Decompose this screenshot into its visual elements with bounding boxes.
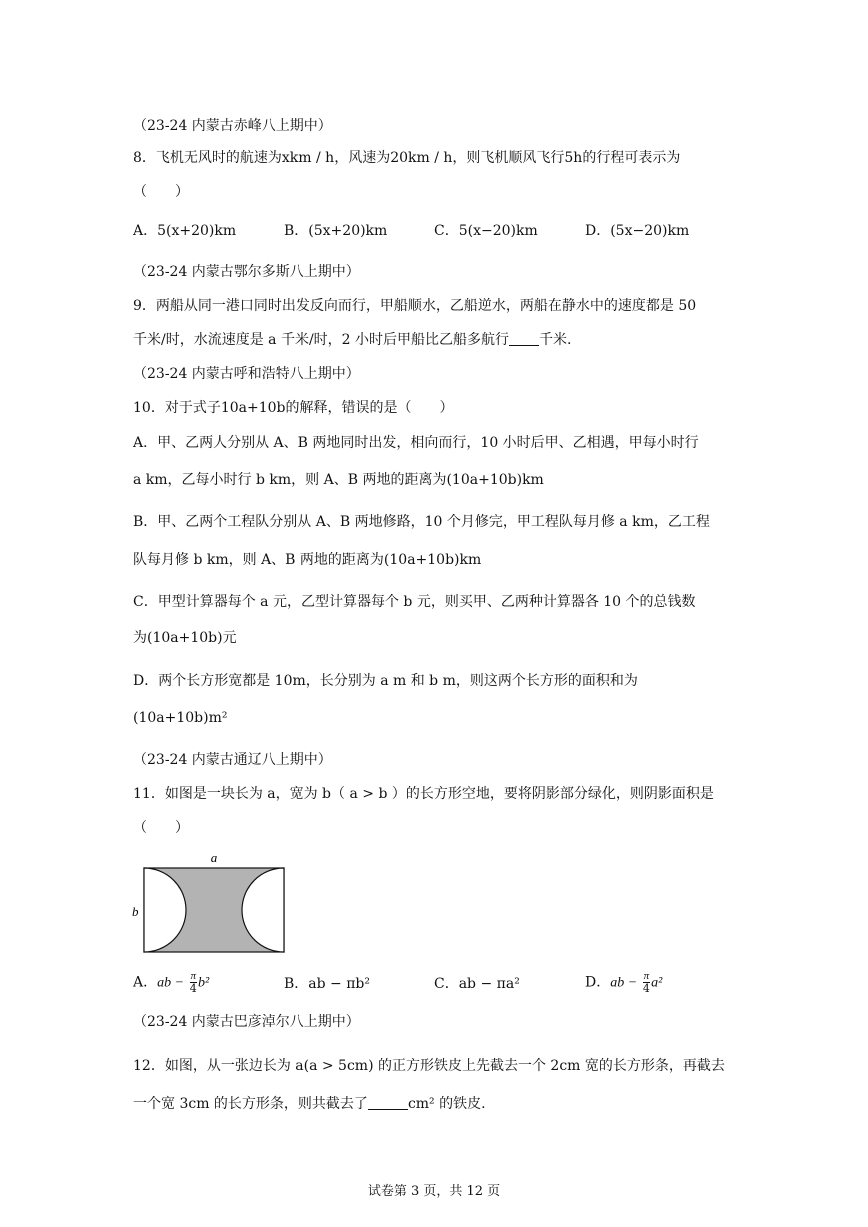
- q11-option-d-post: a²: [651, 975, 663, 991]
- q8-option-a[interactable]: A．5(x+20)km: [133, 223, 237, 239]
- q11-option-d[interactable]: [585, 970, 662, 995]
- q11-option-a-fraction: $\frac{\pi}{4}$: [189, 970, 197, 995]
- q10-option-a-line1[interactable]: A．甲、乙两人分别从 A、B 两地同时出发，相向而行，10 小时后甲、乙相遇，甲每小时行: [133, 435, 699, 451]
- q10-option-b-line1[interactable]: B．甲、乙两个工程队分别从 A、B 两地修路，10 个月修完，甲工程队每月修 a km，乙工程: [133, 514, 710, 530]
- q12-source: （23-24 内蒙古巴彦淖尔八上期中）: [133, 1014, 360, 1030]
- q11-option-c[interactable]: C．ab − πa²: [434, 976, 520, 992]
- q12-line1: 12．如图，从一张边长为 a(a > 5cm) 的正方形铁皮上先截去一个 2cm 宽的长方形条，再截去: [133, 1058, 725, 1074]
- q11-source: （23-24 内蒙古通辽八上期中）: [133, 752, 332, 768]
- q8-option-c[interactable]: C．5(x−20)km: [434, 223, 538, 239]
- q10-stem: 10．对于式子10a+10b的解释，错误的是（ ）: [133, 400, 454, 416]
- q9-line2-text: 千米/时，水流速度是 a 千米/时，2 小时后甲船比乙船多航行: [133, 332, 510, 348]
- q9-answer-blank[interactable]: [509, 331, 539, 346]
- q11-option-a-post: b²: [198, 975, 210, 991]
- q11-option-a[interactable]: [133, 970, 209, 995]
- q9-line1: 9．两船从同一港口同时出发反向而行，甲船顺水，乙船逆水，两船在静水中的速度都是 50: [133, 298, 697, 314]
- q11-option-d-fraction: $\frac{\pi}{4}$: [642, 970, 650, 995]
- q8-paren: （ ）: [133, 184, 189, 200]
- q12-line2: [133, 1094, 486, 1114]
- q11-stem: 11．如图是一块长为 a，宽为 b（ a > b ）的长方形空地，要将阴影部分绿化，则阴影面积是: [133, 786, 714, 802]
- q8-option-d[interactable]: D．(5x−20)km: [585, 223, 690, 239]
- q11-rectangle-diagram: [128, 850, 298, 960]
- q8-source: （23-24 内蒙古赤峰八上期中）: [133, 118, 332, 134]
- q9-line2-end: 千米.: [539, 332, 572, 348]
- q12-answer-blank[interactable]: [368, 1095, 408, 1110]
- label-b: b: [132, 904, 139, 919]
- q11-figure: [128, 850, 298, 964]
- q10-option-b-line2: 队每月修 b km，则 A、B 两地的距离为(10a+10b)km: [133, 552, 482, 568]
- q10-option-d-line1[interactable]: D．两个长方形宽都是 10m，长分别为 a m 和 b m，则这两个长方形的面积和为: [133, 673, 638, 689]
- q8-option-b[interactable]: B．(5x+20)km: [284, 223, 388, 239]
- q10-option-c-line2: 为(10a+10b)元: [133, 630, 237, 646]
- q11-option-d-pre: ab −: [610, 975, 638, 991]
- q10-option-c-line1[interactable]: C．甲型计算器每个 a 元，乙型计算器每个 b 元，则买甲、乙两种计算器各 10 个的总钱数: [133, 594, 696, 610]
- q12-line2-text: 一个宽 3cm 的长方形条，则共截去了: [133, 1096, 368, 1112]
- q10-source: （23-24 内蒙古呼和浩特八上期中）: [133, 366, 360, 382]
- page-footer: 试卷第 3 页，共 12 页: [367, 1184, 501, 1199]
- q8-stem: 8．飞机无风时的航速为xkm / h，风速为20km / h，则飞机顺风飞行5h的行程可表示为: [133, 150, 681, 166]
- q12-line2-end: cm² 的铁皮.: [407, 1096, 486, 1112]
- q11-option-b[interactable]: B．ab − πb²: [284, 976, 371, 992]
- q11-paren: （ ）: [133, 820, 189, 836]
- q10-option-d-line2: (10a+10b)m²: [133, 710, 228, 726]
- q11-option-a-pre: ab −: [157, 975, 185, 991]
- q9-source: （23-24 内蒙古鄂尔多斯八上期中）: [133, 264, 360, 280]
- q9-line2: [133, 330, 572, 350]
- label-a: a: [210, 850, 218, 865]
- q11-option-a-letter: A．: [133, 974, 158, 991]
- q11-option-d-letter: D．: [585, 974, 611, 991]
- q10-option-a-line2: a km，乙每小时行 b km，则 A、B 两地的距离为(10a+10b)km: [133, 472, 544, 488]
